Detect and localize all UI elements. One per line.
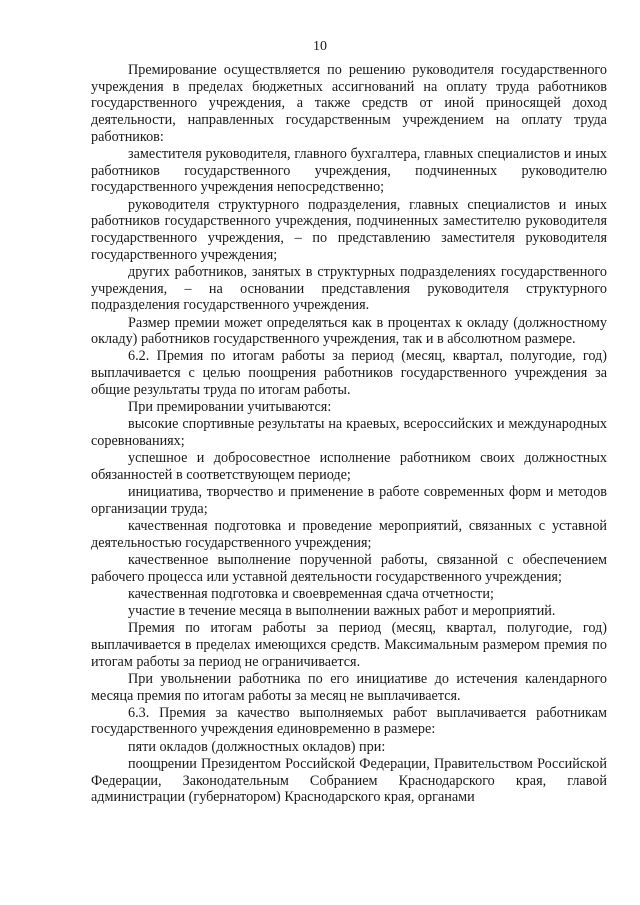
page-number: 10 (313, 39, 327, 54)
paragraph-criterion-reporting: качественная подготовка и своевременная сдача отчетности; (128, 585, 494, 602)
paragraph-deputy-head: заместителя руководителя, главного бухгалтера, главных специалистов и иных работников государственного учреждения, подчиненных руководителю государственного учреждения непосредственно; (91, 146, 607, 196)
paragraph-five-salaries: пяти окладов (должностных окладов) при: (128, 738, 386, 755)
paragraph-criterion-assigned-work: качественное выполнение порученной работы, связанной с обеспечением рабочего процесса или уставной деятельности государственного учреждения; (91, 551, 607, 585)
paragraph-bonus-limits: Премия по итогам работы за период (месяц, квартал, полугодие, год) выплачивается в пределах имеющихся средств. Максимальным размером премия по итогам работы за период не ограничивается. (91, 620, 607, 670)
paragraph-other-workers: других работников, занятых в структурных подразделениях государственного учреждения, – на основании представления руководителя структурного подразделения государственного учреждения. (91, 263, 607, 314)
paragraph-unit-head: руководителя структурного подразделения, главных специалистов и иных работников государственного учреждения, подчиненных заместителю руководителя государственного учреждения, – по представлению заместителя руководителя государственного учреждения; (91, 196, 607, 263)
paragraph-criterion-participation: участие в течение месяца в выполнении важных работ и мероприятий. (128, 603, 556, 619)
paragraph-criterion-events: качественная подготовка и проведение мероприятий, связанных с уставной деятельностью государственного учреждения; (91, 517, 607, 551)
paragraph-criterion-initiative: инициатива, творчество и применение в работе современных форм и методов организации труда; (91, 484, 607, 517)
paragraph-criterion-sport: высокие спортивные результаты на краевых, всероссийских и международных соревнованиях; (91, 416, 607, 449)
paragraph-section-6-2: 6.2. Премия по итогам работы за период (месяц, квартал, полугодие, год) выплачивается с целью поощрения работников государственного учреждения за общие результаты труда по итогам работы. (91, 348, 607, 398)
paragraph-bonus-intro: Премирование осуществляется по решению руководителя государственного учреждения в пределах бюджетных ассигнований на оплату труда работников государственного учреждения, а также средств от иной приносящей доход деятельности, направленных государственным учреждением на оплату труда работников: (91, 62, 607, 145)
paragraph-bonus-size: Размер премии может определяться как в процентах к окладу (должностному окладу) работников государственного учреждения, так и в абсолютном размере. (91, 314, 607, 348)
document-body (91, 62, 607, 806)
paragraph-dismissal: При увольнении работника по его инициативе до истечения календарного месяца премия по итогам работы за месяц не выплачивается. (91, 670, 607, 704)
paragraph-section-6-3: 6.3. Премия за качество выполняемых работ выплачивается работникам государственного учреждения единовременно в размере: (91, 704, 607, 738)
paragraph-criteria-intro: При премировании учитываются: (128, 399, 332, 416)
paragraph-criterion-duties: успешное и добросовестное исполнение работником своих должностных обязанностей в соответствующем периоде; (91, 450, 607, 483)
paragraph-awards: поощрении Президентом Российской Федерации, Правительством Российской Федерации, Законодательным Собранием Краснодарского края, главой администрации (губернатором) Краснодарского края, органами (91, 755, 607, 806)
